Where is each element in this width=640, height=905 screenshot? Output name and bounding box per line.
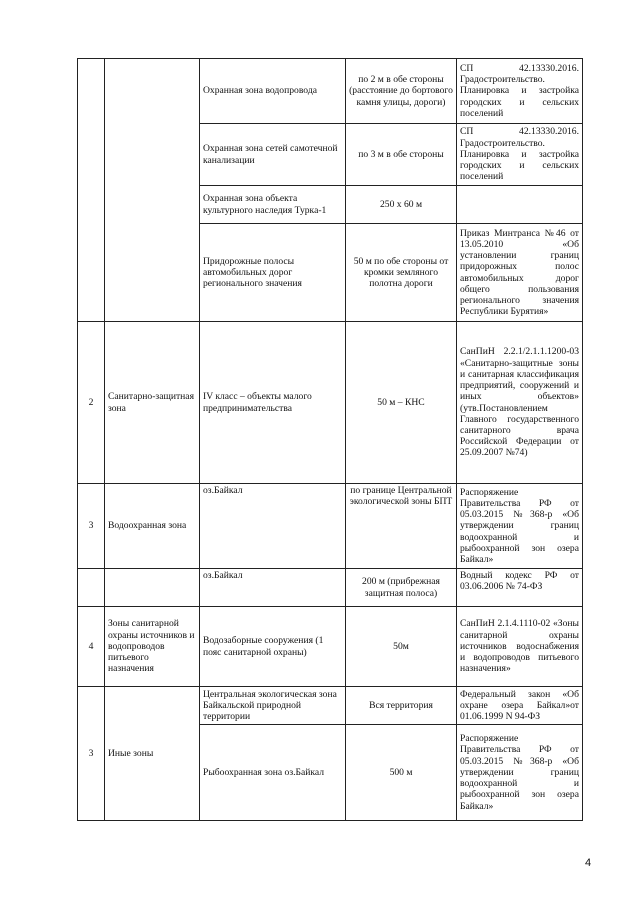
row-number-cell: 3 bbox=[78, 484, 105, 569]
regulation-cell: Приказ Минтранса №46 от 13.05.2010 «Об установлении границ придорожных полос автомобильных дорог общего пользования регионального значения Республики Бурятия» bbox=[457, 224, 583, 322]
zone-size-cell: 50 м по обе стороны от кромки земляного полотна дороги bbox=[346, 224, 457, 322]
table-row bbox=[78, 687, 583, 725]
zone-size-cell: Вся территория bbox=[346, 687, 457, 725]
zone-type-cell bbox=[105, 569, 200, 607]
regulation-cell: СанПиН 2.2.1/2.1.1.1200-03 «Санитарно-защитные зоны и санитарная классификация предприятий, сооружений и иных объектов» (утв.Постановлением Главного государственного санитарного врача Российской Федерации от 25.09.2007 №74) bbox=[457, 322, 583, 484]
zone-type-cell: Санитарно-защитная зона bbox=[105, 322, 200, 484]
object-cell: Охранная зона объекта культурного наследия Турка-1 bbox=[200, 186, 346, 224]
object-cell: Охранная зона сетей самотечной канализации bbox=[200, 124, 346, 186]
regulation-cell: СП 42.13330.2016. Градостроительство. Планировка и застройка городских и сельских поселений bbox=[457, 59, 583, 124]
zone-type-cell: Иные зоны bbox=[105, 687, 200, 821]
zone-type-cell: Водоохранная зона bbox=[105, 484, 200, 569]
page-number: 4 bbox=[585, 857, 592, 869]
zone-size-cell: 50м bbox=[346, 607, 457, 687]
table-row bbox=[78, 484, 583, 569]
table-row bbox=[78, 607, 583, 687]
row-number-cell bbox=[78, 59, 105, 322]
zone-type-cell bbox=[105, 59, 200, 322]
table-row bbox=[78, 59, 583, 124]
zones-table bbox=[77, 58, 583, 821]
zone-size-cell: 50 м – КНС bbox=[346, 322, 457, 484]
regulation-cell: Федеральный закон «Об охране озера Байкал»от 01.06.1999 N 94-ФЗ bbox=[457, 687, 583, 725]
row-number-cell: 4 bbox=[78, 607, 105, 687]
row-number-cell: 3 bbox=[78, 687, 105, 821]
object-cell: IV класс – объекты малого предпринимательства bbox=[200, 322, 346, 484]
regulation-cell: СП 42.13330.2016. Градостроительство. Планировка и застройка городских и сельских поселений bbox=[457, 124, 583, 186]
zone-size-cell: 250 х 60 м bbox=[346, 186, 457, 224]
regulation-cell: Водный кодекс РФ от 03.06.2006 № 74-ФЗ bbox=[457, 569, 583, 607]
regulation-cell: Распоряжение Правительства РФ от 05.03.2015 №368-р «Об утверждении границ водоохранной и рыбоохранной зон озера Байкал» bbox=[457, 725, 583, 821]
object-cell: оз.Байкал bbox=[200, 569, 346, 607]
zone-size-cell: 500 м bbox=[346, 725, 457, 821]
table-row bbox=[78, 569, 583, 607]
object-cell: оз.Байкал bbox=[200, 484, 346, 569]
zone-size-cell: по 3 м в обе стороны bbox=[346, 124, 457, 186]
table-row bbox=[78, 322, 583, 484]
zone-size-cell: по 2 м в обе стороны (расстояние до бортового камня улицы, дороги) bbox=[346, 59, 457, 124]
regulation-cell bbox=[457, 186, 583, 224]
object-cell: Центральная экологическая зона Байкальской природной территории bbox=[200, 687, 346, 725]
object-cell: Придорожные полосы автомобильных дорог регионального значения bbox=[200, 224, 346, 322]
zone-size-cell: 200 м (прибрежная защитная полоса) bbox=[346, 569, 457, 607]
regulation-cell: СанПиН 2.1.4.1110-02 «Зоны санитарной охраны источников водоснабжения и водопроводов питьевого назначения» bbox=[457, 607, 583, 687]
row-number-cell bbox=[78, 569, 105, 607]
zone-type-cell: Зоны санитарной охраны источников и водопроводов питьевого назначения bbox=[105, 607, 200, 687]
zone-size-cell: по границе Центральной экологической зоны БПТ bbox=[346, 484, 457, 569]
row-number-cell: 2 bbox=[78, 322, 105, 484]
object-cell: Рыбоохранная зона оз.Байкал bbox=[200, 725, 346, 821]
object-cell: Водозаборные сооружения (1 пояс санитарной охраны) bbox=[200, 607, 346, 687]
object-cell: Охранная зона водопровода bbox=[200, 59, 346, 124]
regulation-cell: Распоряжение Правительства РФ от 05.03.2015 №368-р «Об утверждении границ водоохранной и рыбоохранной зон озера Байкал» bbox=[457, 484, 583, 569]
